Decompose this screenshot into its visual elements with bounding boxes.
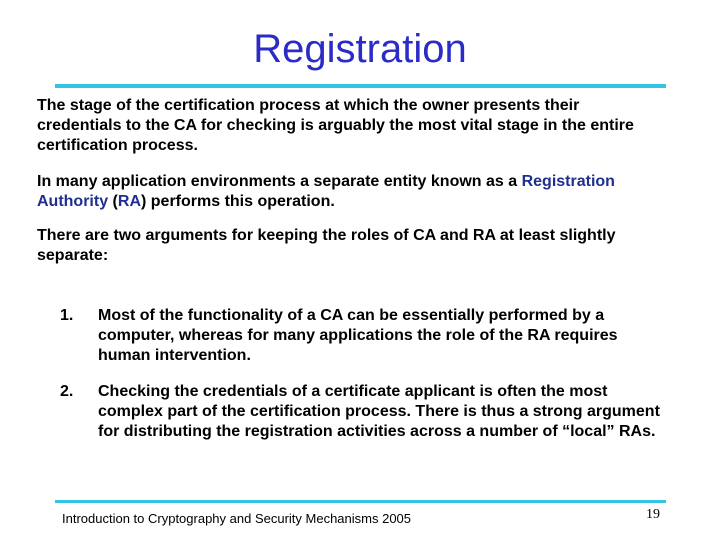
paragraph-text: In many application environments a separate entity known as a	[37, 173, 522, 190]
footer-divider	[55, 500, 666, 503]
paragraph-text: ) performs this operation.	[141, 193, 335, 210]
page-number: 19	[646, 507, 660, 522]
title-divider	[55, 84, 666, 88]
list-item-number: 1.	[60, 307, 74, 324]
paragraph-text: (	[108, 193, 118, 210]
paragraph-two-arguments: There are two arguments for keeping the roles of CA and RA at least slightly separate:	[37, 227, 616, 264]
paragraph-registration-authority	[37, 172, 665, 212]
registration-authority-term: Registration Authority	[37, 173, 615, 210]
list-item-number: 2.	[60, 383, 74, 400]
ra-abbreviation: RA	[117, 193, 141, 210]
list-item-text: Checking the credentials of a certificate applicant is often the most complex part of the certification process. There is thus a strong argument for distributing the registration activities across a number of “local” RAs.	[98, 383, 660, 440]
paragraph-certification-stage: The stage of the certification process at which the owner presents their credentials to the CA for checking is arguably the most vital stage in the entire certification process.	[37, 97, 634, 154]
slide-title: Registration	[253, 27, 467, 71]
footer-course-title: Introduction to Cryptography and Security Mechanisms 2005	[62, 511, 412, 526]
list-item-text: Most of the functionality of a CA can be essentially performed by a computer, whereas for many applications the role of the RA requires human intervention.	[98, 307, 618, 364]
